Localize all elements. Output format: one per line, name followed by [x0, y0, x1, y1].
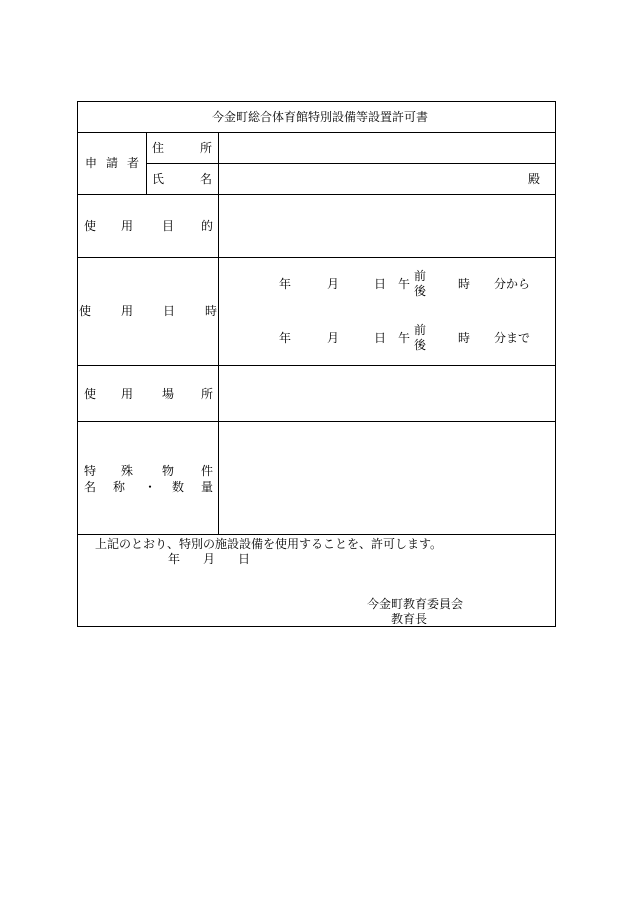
items-label-2-1: 名: [84, 480, 97, 494]
items-label-2-3: ・: [144, 480, 157, 494]
end-pm: 後: [414, 338, 427, 352]
datetime-label-4: 時: [205, 304, 218, 318]
issuer-title: 教育長: [391, 612, 428, 626]
items-label-1-4: 件: [201, 464, 214, 478]
items-label-2-4: 数: [172, 480, 185, 494]
address-label-1: 住: [152, 141, 165, 155]
issue-date-day: 日: [238, 552, 251, 566]
rule-label-column: [218, 132, 219, 534]
purpose-label-1: 使: [84, 219, 97, 233]
issuer-organization: 今金町教育委員会: [367, 597, 464, 611]
end-noon: 午: [398, 331, 411, 345]
place-label-1: 使: [84, 387, 97, 401]
honorific-label: 殿: [528, 172, 541, 186]
permission-statement: 上記のとおり、特別の施設設備を使用することを、許可します。: [95, 537, 443, 551]
datetime-label-2: 用: [121, 304, 134, 318]
issue-date-year: 年: [168, 552, 181, 566]
purpose-label-3: 目: [162, 219, 175, 233]
end-hour: 時: [458, 331, 471, 345]
place-label-2: 用: [121, 387, 134, 401]
rule-place-bottom: [77, 421, 556, 422]
rule-address-bottom: [146, 163, 556, 164]
start-minute-suffix: 分から: [494, 277, 531, 291]
rule-purpose-bottom: [77, 257, 556, 258]
applicant-label-1: 申: [85, 156, 98, 170]
rule-items-bottom: [77, 534, 556, 535]
start-noon: 午: [398, 277, 411, 291]
name-label-2: 名: [200, 172, 213, 186]
datetime-label-3: 日: [163, 304, 176, 318]
start-year: 年: [279, 277, 292, 291]
items-label-2-5: 量: [201, 480, 214, 494]
purpose-label-4: 的: [201, 219, 214, 233]
start-hour: 時: [458, 277, 471, 291]
start-am: 前: [414, 269, 427, 283]
applicant-label-3: 者: [127, 156, 140, 170]
purpose-label-2: 用: [121, 219, 134, 233]
place-label-4: 所: [201, 387, 214, 401]
rule-applicant-bottom: [77, 194, 556, 195]
issue-date-month: 月: [203, 552, 216, 566]
start-day: 日: [374, 277, 387, 291]
end-month: 月: [327, 331, 340, 345]
start-pm: 後: [414, 284, 427, 298]
rule-title-bottom: [77, 132, 556, 133]
items-label-1-1: 特: [84, 464, 97, 478]
end-year: 年: [279, 331, 292, 345]
start-month: 月: [327, 277, 340, 291]
items-label-1-2: 殊: [121, 464, 134, 478]
datetime-label-1: 使: [79, 304, 92, 318]
rule-applicant-divider: [146, 132, 147, 194]
items-label-2-2: 称: [113, 480, 126, 494]
applicant-label-2: 請: [106, 156, 119, 170]
end-day: 日: [374, 331, 387, 345]
address-label-2: 所: [200, 141, 213, 155]
rule-datetime-bottom: [77, 365, 556, 366]
name-label-1: 氏: [152, 172, 165, 186]
place-label-3: 場: [162, 387, 175, 401]
items-label-1-3: 物: [162, 464, 175, 478]
end-minute-suffix: 分まで: [494, 331, 531, 345]
document-title: 今金町総合体育館特別設備等設置許可書: [212, 110, 429, 124]
end-am: 前: [414, 323, 427, 337]
